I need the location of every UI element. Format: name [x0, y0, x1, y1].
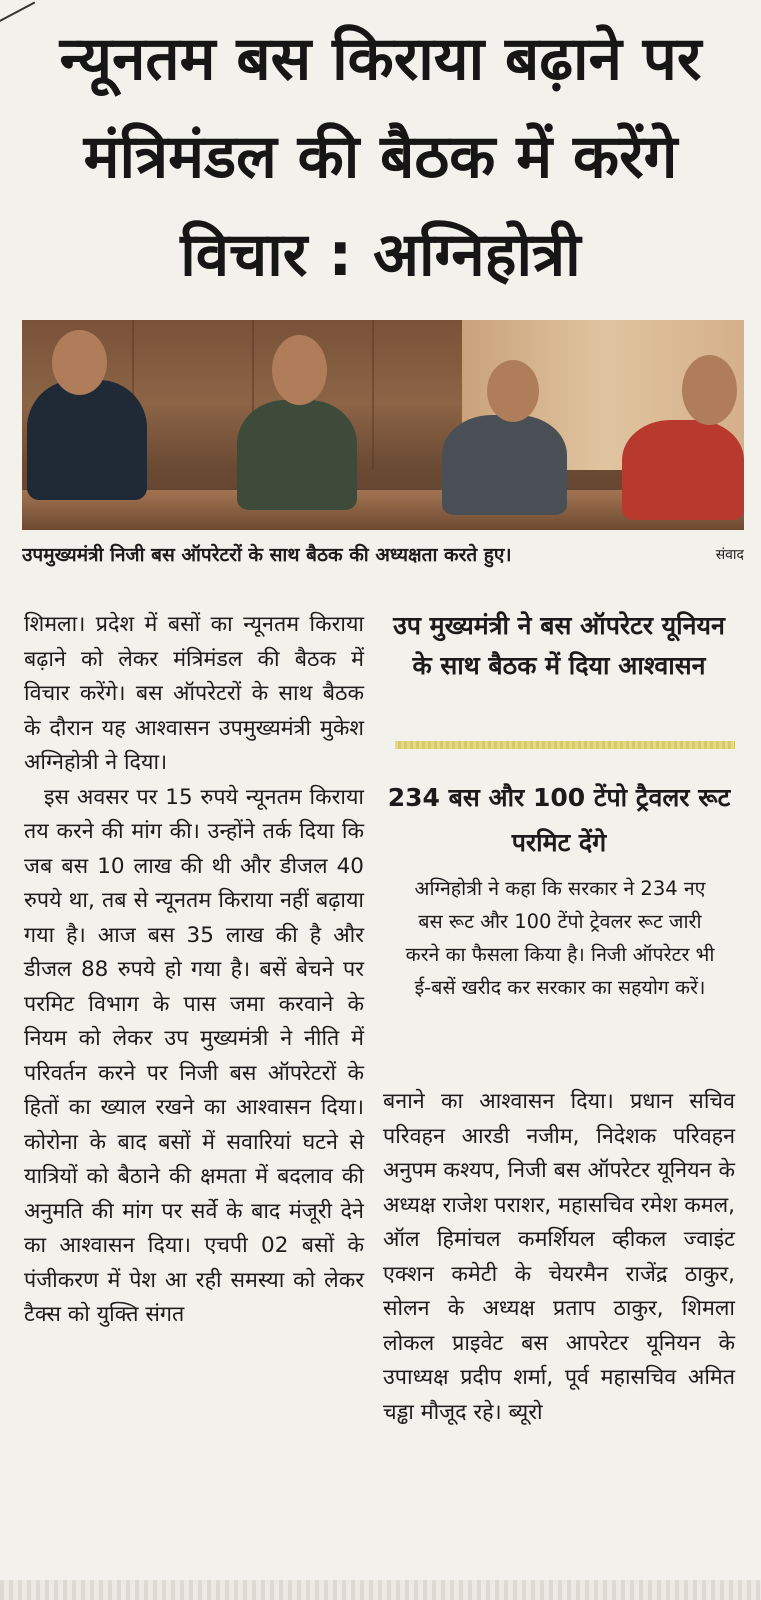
person-1 — [27, 380, 147, 500]
body-column-right — [383, 1085, 735, 1430]
person-3 — [442, 415, 567, 515]
page-bottom-edge — [0, 1580, 761, 1600]
body-column-left — [24, 608, 364, 1333]
highlight-rule — [395, 741, 735, 749]
box-text: अग्निहोत्री ने कहा कि सरकार ने 234 नए बस रूट और 100 टेंपो ट्रेवलर रूट जारी करने का फैसला किया है। निजी ऑपरेटर भी ई-बसें खरीद कर सरकार का सहयोग करें। — [405, 877, 715, 999]
photo-caption — [22, 540, 744, 570]
news-photo — [22, 320, 744, 530]
headline: न्यूनतम बस किराया बढ़ाने पर मंत्रिमंडल की बैठक में करेंगे विचार : अग्निहोत्री — [59, 24, 702, 290]
box-heading: 234 बस और 100 टेंपो ट्रैवलर रूट परमिट देंगे — [387, 783, 731, 857]
body-paragraph-3: बनाने का आश्वासन दिया। प्रधान सचिव परिवहन आरडी नजीम, निदेशक परिवहन अनुपम कश्यप, निजी बस ऑपरेटर यूनियन के अध्यक्ष राजेश पराशर, महासचिव रमेश कमल, ऑल हिमांचल कमर्शियल व्हीकल ज्वाइंट एक्शन कमेटी के चेयरमैन राजेंद्र ठाकुर, सोलन के अध्यक्ष प्रताप ठाकुर, शिमला लोकल प्राइवेट बस आपरेटर यूनियन के उपाध्यक्ष प्रदीप शर्मा, पूर्व महासचिव अमित चड्ढा मौजूद रहे। ब्यूरो — [383, 1089, 735, 1425]
photo-credit: संवाद — [715, 547, 744, 563]
body-paragraph-2: इस अवसर पर 15 रुपये न्यूनतम किराया तय करने की मांग की। उन्होंने तर्क दिया कि जब बस 10 लाख की थी और डीजल 40 रुपये था, तब से न्यूनतम किराया नहीं बढ़ाया गया है। आज बस 35 लाख की है और डीजल 88 रुपये हो गया है। बसें बेचने पर परमिट विभाग के पास जमा करवाने के नियम को लेकर उप मुख्यमंत्री ने नीति में परिवर्तन करने पर निजी बस ऑपरेटरों के हितों का ख्याल रखने का आश्वासन दिया। कोरोना के बाद बसों में सवारियां घटने से यात्रियों को बैठाने की क्षमता में बदलाव की अनुमति की मांग पर सर्वे के बाद मंजूरी देने का आश्वासन दिया। एचपी 02 बसों के पंजीकरण में पेश आ रही समस्या को लेकर टैक्स को युक्ति संगत — [24, 784, 364, 1327]
sub-headline: उप मुख्यमंत्री ने बस ऑपरेटर यूनियन के साथ बैठक में दिया आश्वासन — [393, 611, 725, 680]
caption-text: उपमुख्यमंत्री निजी बस ऑपरेटरों के साथ बैठक की अध्यक्षता करते हुए। — [22, 544, 512, 566]
person-4 — [622, 420, 744, 520]
body-paragraph-1: शिमला। प्रदेश में बसों का न्यूनतम किराया बढ़ाने को लेकर मंत्रिमंडल की बैठक में विचार करेंगे। बस ऑपरेटरों के साथ बैठक के दौरान यह आश्वासन उपमुख्यमंत्री मुकेश अग्निहोत्री ने दिया। — [24, 612, 364, 775]
person-2 — [237, 400, 357, 510]
